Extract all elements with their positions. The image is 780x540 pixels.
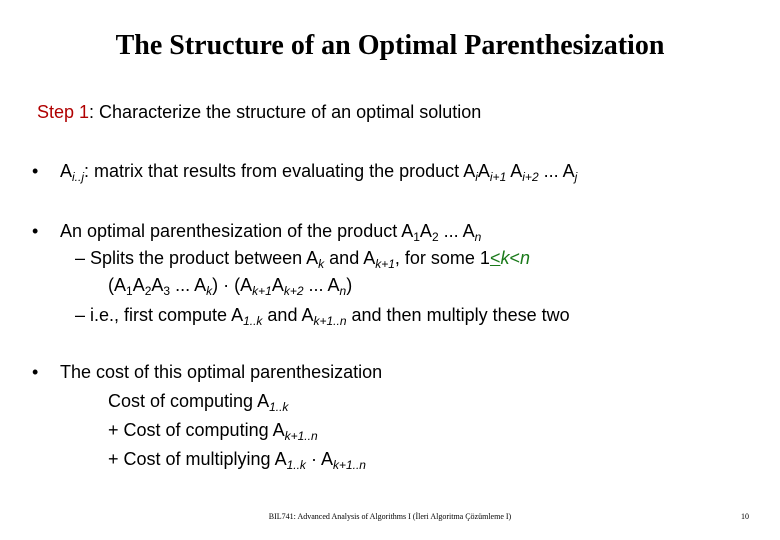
subscript: k xyxy=(318,257,325,271)
split-text: – Splits the product between A xyxy=(75,248,319,268)
subscript: i+1 xyxy=(489,170,507,184)
subscript: 2 xyxy=(144,284,152,298)
subscript: k+1..n xyxy=(284,429,318,443)
bullet-marker: • xyxy=(32,221,39,241)
subscript: 2 xyxy=(431,230,439,244)
expr-part: A xyxy=(151,275,164,295)
subscript: 1..k xyxy=(269,400,289,414)
var-k: k xyxy=(500,248,510,268)
cost-text: + Cost of multiplying A xyxy=(108,449,287,469)
matrix-symbol: ... A xyxy=(538,161,575,181)
expr-part: A xyxy=(132,275,145,295)
expr-part: A xyxy=(271,275,284,295)
expr-part: ... A xyxy=(303,275,340,295)
matrix-symbol: A xyxy=(419,221,432,241)
ie-line xyxy=(75,304,570,326)
cost-text: Cost of computing A xyxy=(108,391,270,411)
footer-text: BIL741: Advanced Analysis of Algorithms I (İleri Algoritma Çözümleme I) xyxy=(268,512,512,521)
subscript: n xyxy=(339,284,347,298)
subscript: k+1..n xyxy=(332,458,366,472)
cost-line-3 xyxy=(108,448,366,470)
step-label: Step 1 xyxy=(37,102,90,122)
subscript: 1 xyxy=(126,284,133,298)
matrix-symbol: ... A xyxy=(438,221,475,241)
bullet-3 xyxy=(32,361,382,383)
ie-text: and A xyxy=(262,305,314,325)
step-text: : Characterize the structure of an optimal solution xyxy=(89,102,482,122)
cost-line-1 xyxy=(108,390,288,412)
step-line xyxy=(37,101,481,123)
ie-text: and then multiply these two xyxy=(346,305,570,325)
split-line xyxy=(75,247,530,269)
expr-part: ... A xyxy=(170,275,207,295)
bullet-2 xyxy=(32,220,481,242)
subscript: i+2 xyxy=(522,170,539,184)
slide-title: The Structure of an Optimal Parenthesization xyxy=(115,30,665,61)
subscript: k xyxy=(206,284,213,298)
subscript: i xyxy=(475,170,478,184)
subscript: j xyxy=(574,170,578,184)
subscript: k+1..n xyxy=(313,314,347,328)
subscript: n xyxy=(474,230,482,244)
cost-line-2 xyxy=(108,419,318,441)
le-symbol: < xyxy=(489,248,501,268)
var-n: n xyxy=(519,248,530,268)
lt-symbol: < xyxy=(509,248,520,268)
subscript: i..j xyxy=(72,170,85,184)
matrix-symbol: A xyxy=(60,161,73,181)
bullet-marker: • xyxy=(32,161,39,181)
expr-part: ) xyxy=(346,275,353,295)
subscript: 1 xyxy=(413,230,420,244)
bullet-1 xyxy=(32,160,577,182)
matrix-symbol: A xyxy=(506,161,523,181)
subscript: 1..k xyxy=(286,458,306,472)
cost-text: + Cost of computing A xyxy=(108,420,285,440)
split-text: , for some 1 xyxy=(394,248,490,268)
product-expression xyxy=(108,274,352,296)
bullet-marker: • xyxy=(32,362,39,382)
page-number: 10 xyxy=(741,512,749,521)
expr-part: (A xyxy=(108,275,126,295)
expr-part: ) · (A xyxy=(212,275,253,295)
bullet-3-text: The cost of this optimal parenthesization xyxy=(60,362,383,382)
bullet-2-text: An optimal parenthesization of the product A xyxy=(60,221,414,241)
subscript: k+1 xyxy=(252,284,272,298)
subscript: 1..k xyxy=(243,314,263,328)
cost-text: · A xyxy=(305,449,333,469)
bullet-1-text: : matrix that results from evaluating the product A xyxy=(84,161,476,181)
split-text: and A xyxy=(324,248,376,268)
ie-text: – i.e., first compute A xyxy=(75,305,244,325)
subscript: 3 xyxy=(163,284,171,298)
subscript: k+2 xyxy=(283,284,304,298)
subscript: k+1 xyxy=(375,257,395,271)
matrix-symbol: A xyxy=(477,161,490,181)
